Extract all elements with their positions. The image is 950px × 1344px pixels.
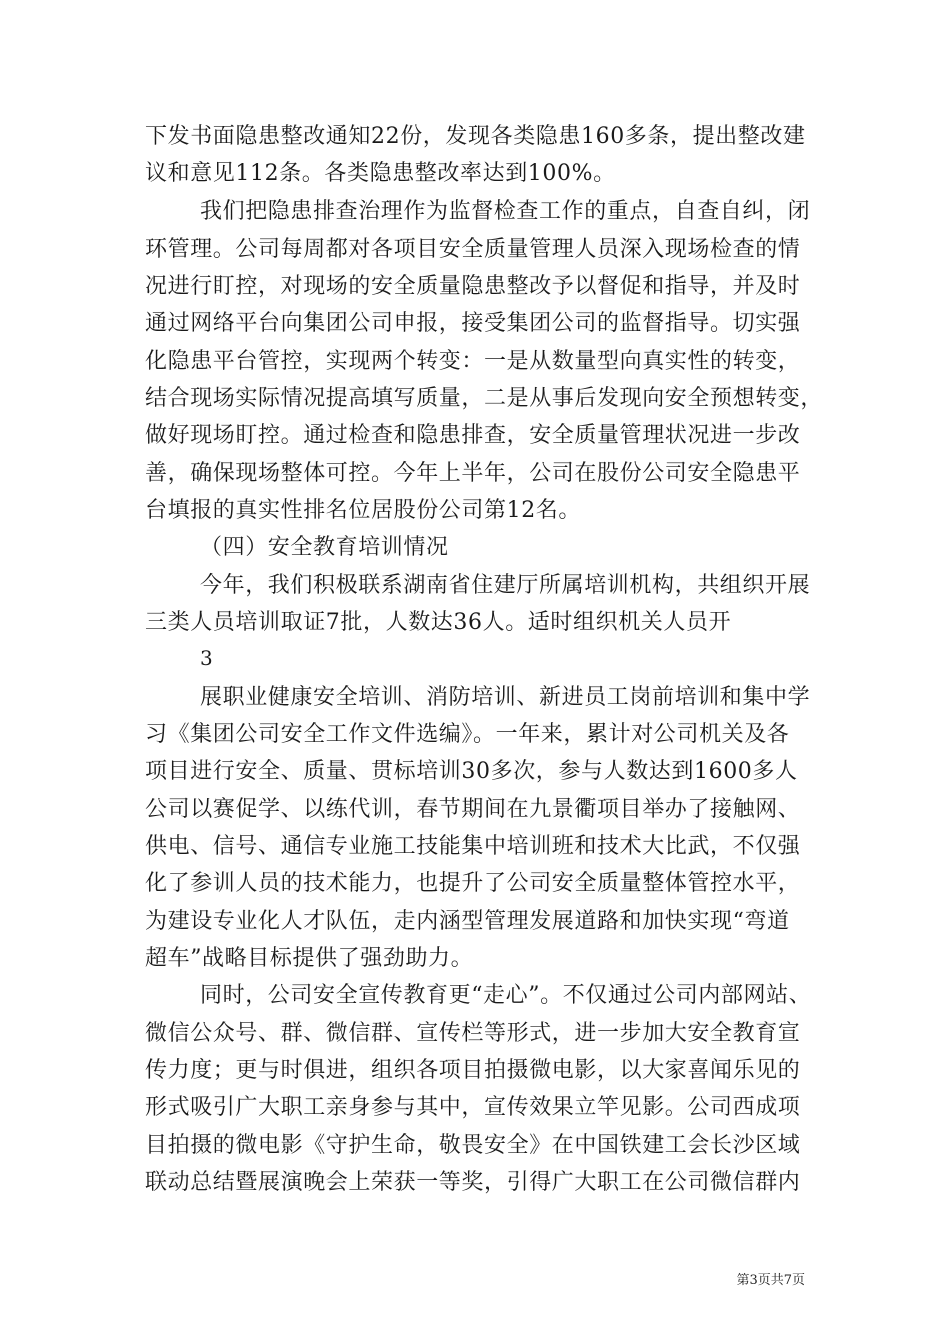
- paragraph-line: 做好现场盯控。通过检查和隐患排查，安全质量管理状况进一步改: [145, 423, 801, 448]
- page-break-marker: 3: [200, 646, 213, 670]
- paragraph-line: 台填报的真实性排名位居股份公司第12名。: [145, 498, 581, 523]
- paragraph-line: 环管理。公司每周都对各项目安全质量管理人员深入现场检查的情: [145, 237, 801, 262]
- paragraph-line: 为建设专业化人才队伍，走内涵型管理发展道路和加快实现“弯道: [145, 909, 790, 934]
- paragraph-line: 议和意见112条。各类隐患整改率达到100%。: [145, 161, 616, 186]
- paragraph-line: 供电、信号、通信专业施工技能集中培训班和技术大比武，不仅强: [145, 834, 801, 859]
- paragraph-line: 三类人员培训取证7批，人数达36人。适时组织机关人员开: [145, 610, 732, 635]
- paragraph-line: 公司以赛促学、以练代训，春节期间在九景衢项目举办了接触网、: [145, 797, 801, 822]
- paragraph-line: 目拍摄的微电影《守护生命，敬畏安全》在中国铁建工会长沙区域: [145, 1133, 801, 1158]
- paragraph-line: 项目进行安全、质量、贯标培训30多次，参与人数达到1600多人: [145, 759, 798, 784]
- paragraph-line: 展职业健康安全培训、消防培训、新进员工岗前培训和集中学: [200, 685, 811, 710]
- paragraph-line: 我们把隐患排查治理作为监督检查工作的重点，自查自纠，闭: [200, 199, 811, 224]
- page-footer: 第3页共7页: [736, 1273, 805, 1288]
- paragraph-line: 结合现场实际情况提高填写质量，二是从事后发现向安全预想转变，: [145, 386, 824, 411]
- paragraph-line: 今年，我们积极联系湖南省住建厅所属培训机构，共组织开展: [200, 573, 811, 598]
- paragraph-line: 传力度；更与时俱进，组织各项目拍摄微电影，以大家喜闻乐见的: [145, 1058, 801, 1083]
- paragraph-line: 化隐患平台管控，实现两个转变：一是从数量型向真实性的转变，: [145, 349, 801, 374]
- section-heading: （四）安全教育培训情况: [200, 535, 449, 560]
- paragraph-line: 超车”战略目标提供了强劲助力。: [145, 946, 474, 971]
- paragraph-line: 形式吸引广大职工亲身参与其中，宣传效果立竿见影。公司西成项: [145, 1095, 801, 1120]
- paragraph-line: 习《集团公司安全工作文件选编》。一年来，累计对公司机关及各: [145, 722, 790, 747]
- paragraph-line: 同时，公司安全宣传教育更“走心”。不仅通过公司内部网站、: [200, 983, 812, 1008]
- paragraph-line: 通过网络平台向集团公司申报，接受集团公司的监督指导。切实强: [145, 311, 801, 336]
- paragraph-line: 联动总结暨展演晚会上荣获一等奖，引得广大职工在公司微信群内: [145, 1170, 801, 1195]
- paragraph-line: 微信公众号、群、微信群、宣传栏等形式，进一步加大安全教育宣: [145, 1021, 801, 1046]
- paragraph-line: 化了参训人员的技术能力，也提升了公司安全质量整体管控水平，: [145, 871, 801, 896]
- paragraph-line: 下发书面隐患整改通知22份，发现各类隐患160多条，提出整改建: [145, 124, 806, 149]
- paragraph-line: 善，确保现场整体可控。今年上半年，公司在股份公司安全隐患平: [145, 461, 801, 486]
- paragraph-line: 况进行盯控，对现场的安全质量隐患整改予以督促和指导，并及时: [145, 274, 801, 299]
